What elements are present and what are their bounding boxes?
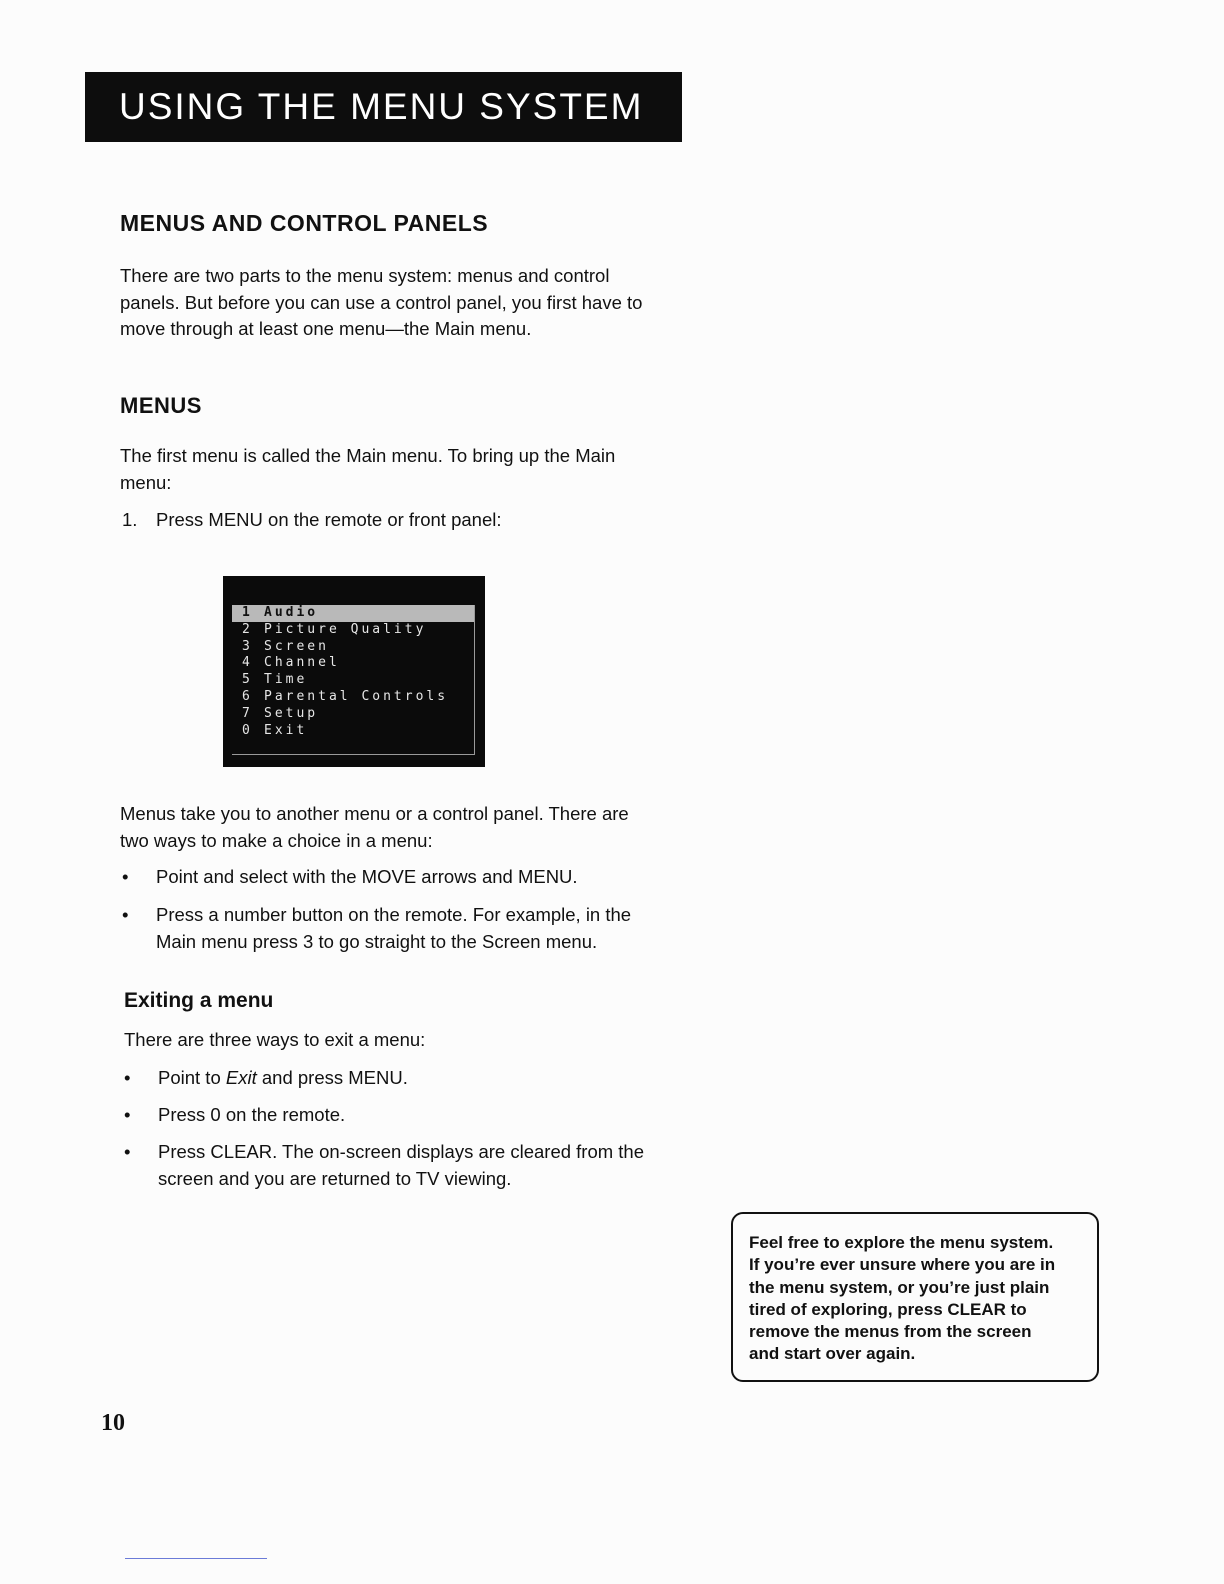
bullet-icon: • xyxy=(124,1141,131,1162)
paragraph-line: menu: xyxy=(120,471,172,493)
bullet-line: Press a number button on the remote. For example, in the xyxy=(156,904,632,925)
tv-menu-item-picture-quality: 2 Picture Quality xyxy=(242,621,427,637)
heading-menus-and-control-panels: MENUS AND CONTROL PANELS xyxy=(120,210,489,236)
exiting-intro: There are three ways to exit a menu: xyxy=(124,1029,426,1050)
tv-menu-item-audio: 1 Audio xyxy=(232,605,474,622)
paragraph-line: The first menu is called the Main menu. To bring up the Main xyxy=(120,445,616,466)
bullet-icon: • xyxy=(124,1067,131,1088)
heading-exiting-a-menu: Exiting a menu xyxy=(124,989,274,1012)
tv-main-menu-screenshot xyxy=(223,576,485,767)
main-menu-paragraph xyxy=(120,443,680,496)
page-number: 10 xyxy=(101,1410,125,1436)
step-number: 1. xyxy=(122,509,138,530)
bullet-text xyxy=(158,1139,644,1192)
tip-line: Feel free to explore the menu system. xyxy=(749,1233,1054,1252)
bullet-line: Press CLEAR. The on-screen displays are cleared from the xyxy=(158,1141,645,1162)
exit-italic: Exit xyxy=(225,1067,257,1088)
tv-menu-item-channel: 4 Channel xyxy=(242,655,340,671)
banner-title: USING THE MENU SYSTEM xyxy=(119,86,644,127)
bullet-item xyxy=(124,1102,684,1129)
bullet-icon: • xyxy=(122,866,129,887)
tip-line: the menu system, or you’re just plain xyxy=(749,1277,1050,1297)
intro-line: panels. But before you can use a control panel, you first have to xyxy=(120,291,643,313)
scan-mark-line xyxy=(125,1558,267,1559)
paragraph-line: two ways to make a choice in a menu: xyxy=(120,829,433,851)
bullet-item xyxy=(124,1139,684,1192)
section-banner xyxy=(85,72,682,142)
tv-menu-list xyxy=(232,605,475,755)
tv-menu-item-setup: 7 Setup xyxy=(242,705,319,721)
bullet-text xyxy=(156,864,578,891)
bullet-line: Main menu press 3 to go straight to the Screen menu. xyxy=(156,930,598,952)
bullet-line: Point and select with the MOVE arrows and MENU. xyxy=(156,866,578,887)
paragraph-line: Menus take you to another menu or a control panel. There are xyxy=(120,803,629,824)
tip-callout-box xyxy=(731,1212,1099,1382)
bullet-item xyxy=(122,864,682,891)
bullet-item xyxy=(122,902,682,955)
step-1 xyxy=(122,507,682,534)
intro-paragraph xyxy=(120,263,680,343)
bullet-line: screen and you are returned to TV viewing. xyxy=(158,1167,512,1189)
bullet-text xyxy=(156,902,631,955)
tip-line: tired of exploring, press CLEAR to xyxy=(749,1299,1027,1319)
bullet-text: Press 0 on the remote. xyxy=(158,1104,346,1125)
tv-menu-item-time: 5 Time xyxy=(242,672,308,688)
intro-line: There are two parts to the menu system: menus and control xyxy=(120,265,610,286)
heading-menus: MENUS xyxy=(120,393,202,418)
bullet-text: Point to Exit and press MENU. xyxy=(158,1067,408,1088)
choices-paragraph xyxy=(120,801,680,854)
tip-line: and start over again. xyxy=(749,1344,916,1364)
bullet-item xyxy=(124,1065,684,1092)
tv-menu-item-exit: 0 Exit xyxy=(242,722,308,738)
tv-menu-item-parental-controls: 6 Parental Controls xyxy=(242,688,449,704)
tv-menu-item-screen: 3 Screen xyxy=(242,638,329,654)
step-text: Press MENU on the remote or front panel: xyxy=(156,509,502,530)
tip-line: If you’re ever unsure where you are in xyxy=(749,1255,1056,1275)
intro-line: move through at least one menu—the Main menu. xyxy=(120,318,532,339)
tip-line: remove the menus from the screen xyxy=(749,1322,1032,1342)
bullet-icon: • xyxy=(122,904,129,925)
bullet-icon: • xyxy=(124,1104,131,1125)
